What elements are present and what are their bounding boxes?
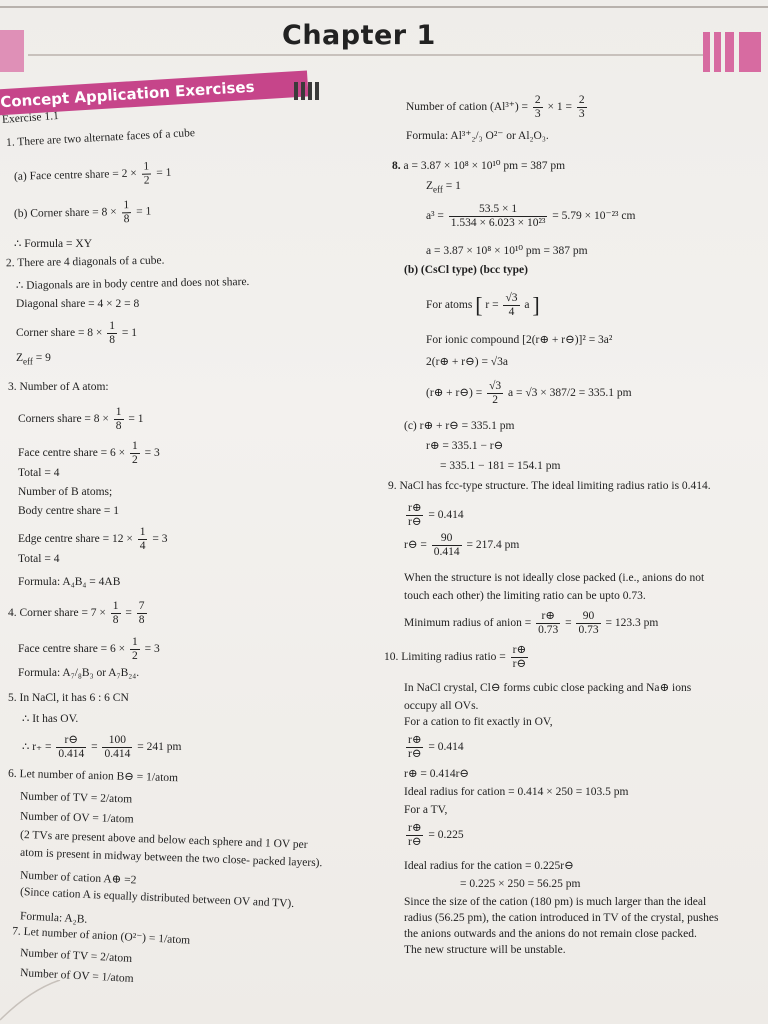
q7-line3: Number of OV = 1/atom	[19, 967, 134, 985]
q10-l5: Ideal radius for cation = 0.414 × 250 = 103.5 pm	[404, 786, 629, 798]
q3-face-line: Face centre share = 6 × $\frac{1}{2}$ = 3	[18, 440, 160, 466]
q4-formula: Formula: A₇/₈B₃ or A₇B₂₄.	[18, 667, 140, 679]
q10-l10: radius (56.25 pm), the cation introduced in TV of the crystal, pushes	[404, 912, 719, 924]
section-banner: Concept Application Exercises	[0, 70, 309, 115]
q8-c2: r⊕ = 335.1 − r⊖	[426, 440, 504, 452]
q3-total1: Total = 4	[18, 467, 60, 479]
q9-ratio: $\frac{r\oplus}{r⊖}$ = 0.414	[408, 502, 464, 528]
q1-a-line: (a) Face centre share = 2 × $\frac{1}{2}$ = 1	[13, 160, 172, 187]
q8-a3-line: a³ = $\frac{53.5 \times 1}{\text{1.534 × 6.023 × 10²³}}$ = 5.79 × 10⁻²³ cm	[426, 203, 636, 229]
q6-line5: atom is present in midway between the two close- packed layers).	[19, 846, 323, 870]
q5-r-line: ∴ r₊ = $\frac{r⊖}{0.414}$ = $\frac{100}{0.414}$ = 241 pm	[22, 734, 182, 760]
q8-ionic2: 2(r⊕ + r⊖) = √3a	[426, 356, 508, 368]
q2-intro: 2. There are 4 diagonals of a cube.	[5, 254, 165, 270]
q10-l1: In NaCl crystal, Cl⊖ forms cubic close packing and Na⊕ ions	[404, 682, 692, 694]
q10-l8: = 0.225 × 250 = 56.25 pm	[460, 878, 581, 890]
q10-l3: For a cation to fit exactly in OV,	[404, 716, 553, 728]
chapter-title: Chapter 1	[282, 20, 436, 51]
q9-min: Minimum radius of anion = $\frac{r\oplus}{0.73}$ = $\frac{90}{0.73}$ = 123.3 pm	[404, 610, 659, 636]
q8-b: (b) (CsCl type) (bcc type)	[404, 264, 528, 276]
exercise-label: Exercise 1.1	[1, 110, 60, 126]
q5-intro: 5. In NaCl, it has 6 : 6 CN	[8, 692, 129, 704]
q6-line7: (Since cation A is equally distributed between OV and TV).	[19, 886, 295, 910]
q4-face-line: Face centre share = 6 × $\frac{1}{2}$ = 3	[18, 636, 160, 662]
q10-l4: r⊕ = 0.414r⊖	[404, 768, 470, 780]
q1-b-line: (b) Corner share = 8 × $\frac{1}{8}$ = 1	[13, 199, 152, 225]
q3-formula: Formula: A₄B₄ = 4AB	[18, 576, 121, 588]
q10-l2: occupy all OVs.	[404, 700, 479, 712]
page-curl-decoration	[0, 980, 90, 1024]
q8-a-mw: 8. a = 3.87 × 10⁸ × 10¹⁰ pm = 387 pm	[392, 160, 566, 172]
q2-line1: ∴ Diagonals are in body centre and does not share.	[15, 275, 250, 293]
q3-intro: 3. Number of A atom:	[8, 381, 109, 393]
q9-intro: 9. NaCl has fcc-type structure. The ideal limiting radius ratio is 0.414.	[388, 480, 711, 492]
q10-l9: Since the size of the cation (180 pm) is much larger than the ideal	[404, 896, 707, 908]
q7-line2: Number of TV = 2/atom	[19, 947, 133, 965]
q5-ov: ∴ It has OV.	[22, 713, 79, 725]
q10-ratio2: $\frac{r\oplus}{r⊖}$ = 0.225	[408, 822, 464, 848]
q3-total2: Total = 4	[18, 553, 60, 565]
q4-corner-line: 4. Corner share = 7 × $\frac{1}{8}$ = $\frac{7}{8}$	[8, 600, 145, 626]
q6-line6: Number of cation A⊕ =2	[19, 869, 137, 887]
q2-line2: Diagonal share = 4 × 2 = 8	[16, 298, 140, 310]
q9-when2: touch each other) the limiting ratio can be upto 0.73.	[404, 590, 646, 602]
q7-line1: 7. Let number of anion (O²⁻) = 1/atom	[11, 925, 191, 947]
q2-corner-line: Corner share = 8 × $\frac{1}{8}$ = 1	[16, 320, 138, 346]
q10-l11: the anions outwards and the anions do not remain close packed.	[404, 928, 697, 940]
q3-b-atoms: Number of B atoms;	[18, 486, 113, 498]
r2-formula: Formula: Al³⁺₂/₃ O²⁻ or Al₂O₃.	[406, 130, 549, 142]
q2-zeff: $Z_{eff} = 9$	[16, 352, 51, 367]
q8-a-value: a = 3.87 × 10⁸ × 10¹⁰ pm = 387 pm	[426, 245, 588, 257]
q9-rminus: r⊖ = $\frac{90}{0.414}$ = 217.4 pm	[404, 532, 520, 558]
q8-ionic3: (r⊕ + r⊖) = $\frac{√3}{2}$ a = √3 × 387/2 = 335.1 pm	[426, 380, 632, 406]
q8-c3: = 335.1 − 181 = 154.1 pm	[440, 460, 561, 472]
q6-line3: Number of OV = 1/atom	[19, 810, 134, 826]
q1-intro: 1. There are two alternate faces of a cube	[5, 127, 196, 149]
q10-l12: The new structure will be unstable.	[404, 944, 566, 956]
q10-ratio1: $\frac{r\oplus}{r⊖}$ = 0.414	[408, 734, 464, 760]
q8-ionic1: For ionic compound [2(r⊕ + r⊖)]² = 3a²	[426, 334, 613, 346]
q8-c1: (c) r⊕ + r⊖ = 335.1 pm	[404, 420, 515, 432]
q6-line8: Formula: A₂B.	[19, 910, 88, 926]
q1-formula: ∴ Formula = XY	[14, 238, 93, 250]
q6-line4: (2 TVs are present above and below each sphere and 1 OV per	[19, 828, 308, 852]
q8-atoms-line: For atoms [ r = $\frac{√3}{4}$ a ]	[426, 292, 540, 318]
q8-zeff: $Z_{eff} = 1$	[426, 180, 461, 195]
q3-body: Body centre share = 1	[18, 505, 120, 517]
q6-line2: Number of TV = 2/atom	[19, 790, 133, 806]
q10-l7: Ideal radius for the cation = 0.225r⊖	[404, 860, 574, 872]
q9-when1: When the structure is not ideally close packed (i.e., anions do not	[404, 572, 705, 584]
q6-line1: 6. Let number of anion B⊖ = 1/atom	[7, 767, 179, 785]
q10-intro: 10. Limiting radius ratio = $\frac{r\oplus}{r⊖}$	[384, 644, 527, 670]
q3-edge-line: Edge centre share = 12 × $\frac{1}{4}$ = 3	[18, 526, 168, 552]
q3-corner-line: Corners share = 8 × $\frac{1}{8}$ = 1	[18, 406, 144, 432]
r1-cation-line: Number of cation (Al³⁺) = $\frac{2}{3}$ × 1 = $\frac{2}{3}$	[406, 94, 585, 120]
q10-l6: For a TV,	[404, 804, 448, 816]
